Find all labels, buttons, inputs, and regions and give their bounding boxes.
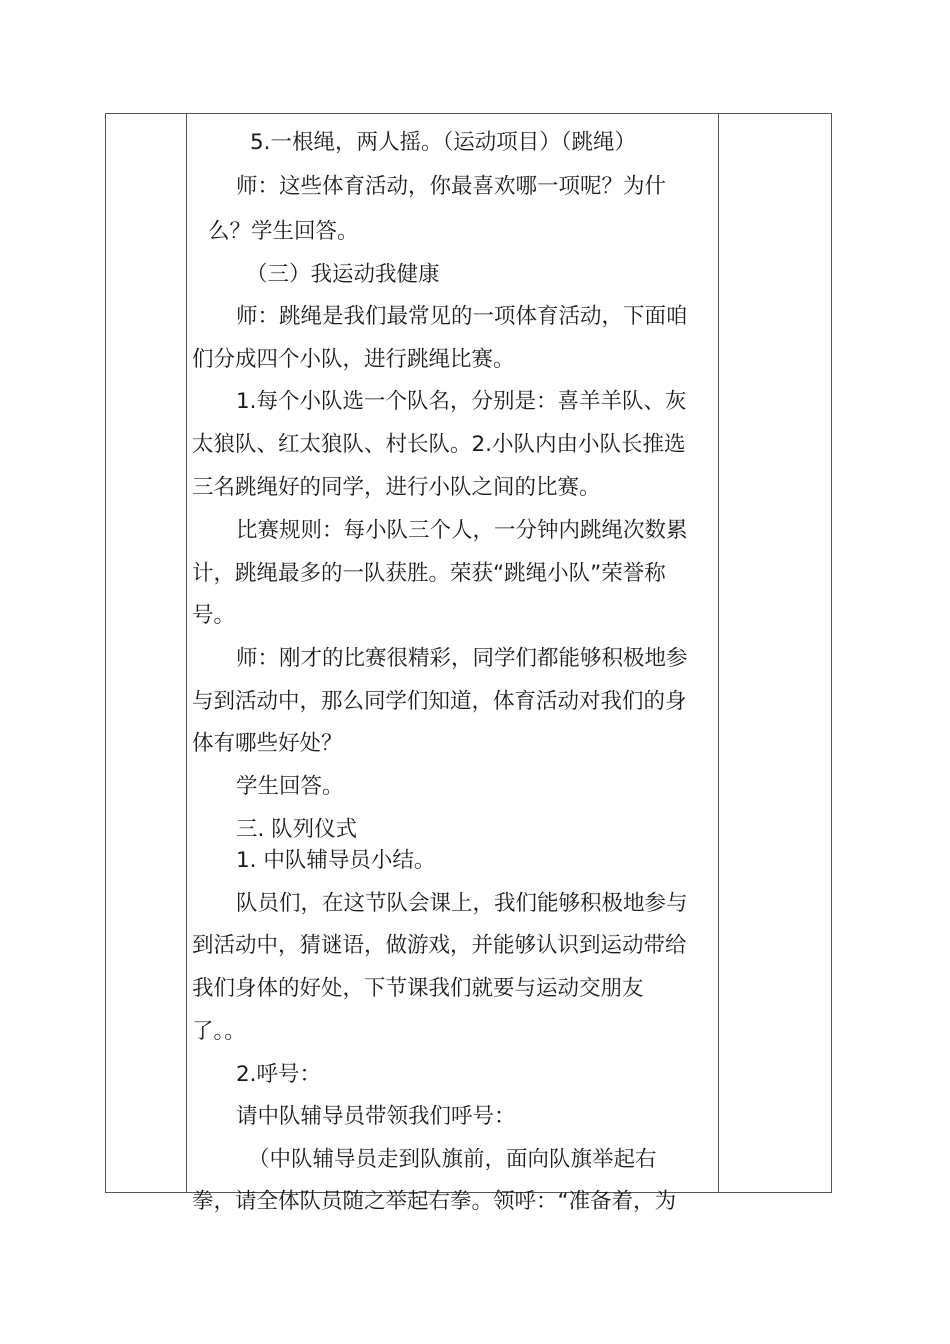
text-line-1: 5.一根绳，两人摇。（运动项目）（跳绳） <box>250 130 637 155</box>
text-line-22: 了。。 <box>192 1019 246 1044</box>
text-line-2: 师：这些体育活动，你最喜欢哪一项呢？为什 <box>236 174 667 199</box>
text-line-11: 计，跳绳最多的一队获胜。荣获“跳绳小队”荣誉称 <box>192 561 666 586</box>
text-line-16: 学生回答。 <box>236 774 344 799</box>
text-line-5: 师：跳绳是我们最常见的一项体育活动，下面咱 <box>236 304 688 329</box>
text-line-14: 与到活动中，那么同学们知道，体育活动对我们的身 <box>192 689 687 714</box>
text-line-17: 三. 队列仪式 <box>236 817 358 842</box>
text-line-15: 体有哪些好处？ <box>192 731 343 756</box>
text-line-9: 三名跳绳好的同学，进行小队之间的比赛。 <box>192 475 601 500</box>
text-line-26: 拳，请全体队员随之举起右拳。领呼：“准备着，为 <box>192 1189 677 1214</box>
text-line-8: 太狼队、红太狼队、村长队。2.小队内由小队长推选 <box>192 432 686 457</box>
text-line-19: 队员们，在这节队会课上，我们能够积极地参与 <box>236 891 688 916</box>
text-line-4: （三）我运动我健康 <box>246 262 440 287</box>
text-line-21: 我们身体的好处，下节课我们就要与运动交朋友 <box>192 976 644 1001</box>
column-divider-right <box>718 114 719 1192</box>
text-line-25: （中队辅导员走到队旗前，面向队旗举起右 <box>248 1147 657 1172</box>
text-line-6: 们分成四个小队，进行跳绳比赛。 <box>192 347 515 372</box>
text-line-18: 1. 中队辅导员小结。 <box>236 848 436 873</box>
text-line-12: 号。 <box>192 603 236 628</box>
text-line-10: 比赛规则：每小队三个人，一分钟内跳绳次数累 <box>236 518 688 543</box>
text-line-13: 师：刚才的比赛很精彩，同学们都能够积极地参 <box>236 646 688 671</box>
text-line-3: 么？学生回答。 <box>208 219 359 244</box>
column-divider-left <box>186 114 187 1192</box>
text-line-7: 1.每个小队选一个队名，分别是：喜羊羊队、灰 <box>236 389 687 414</box>
text-line-20: 到活动中，猜谜语，做游戏，并能够认识到运动带给 <box>192 933 687 958</box>
text-line-23: 2.呼号： <box>236 1062 322 1087</box>
text-line-24: 请中队辅导员带领我们呼号： <box>236 1104 516 1129</box>
